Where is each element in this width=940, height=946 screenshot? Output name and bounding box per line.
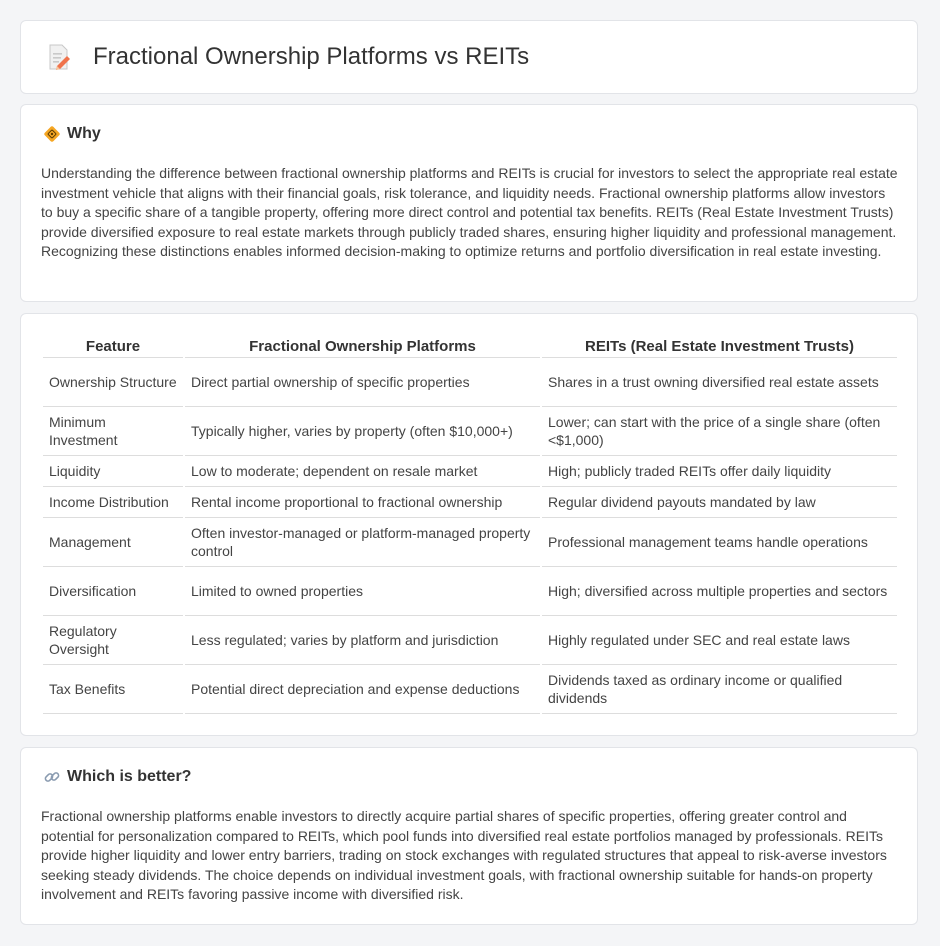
why-text: Understanding the difference between fractional ownership platforms and REITs is crucial for investors to select the appropriate real estate investment vehicle that aligns with their financial goals, risk tolerance, and liquidity needs. Fractional ownership platforms allow investors to buy a specific share of a tangible property, offering more direct control and potential tax benefits. REITs (Real Estate Investment Trusts) provide diversified exposure to real estate markets through publicly traded shares, ensuring higher liquidity and professional management. Recognizing these distinctions enables informed decision-making to optimize returns and portfolio diversification in real estate investing. — [41, 165, 898, 260]
fractional-cell: Often investor-managed or platform-managed property control — [185, 518, 540, 567]
feature-cell: Income Distribution — [43, 487, 183, 518]
header-fractional: Fractional Ownership Platforms — [185, 336, 540, 358]
why-heading-row — [43, 125, 101, 143]
comparison-section — [20, 313, 918, 736]
which-is-better-section — [20, 747, 918, 925]
fractional-cell: Less regulated; varies by platform and jurisdiction — [185, 616, 540, 665]
table-row — [43, 567, 897, 616]
reits-cell: Shares in a trust owning diversified real estate assets — [542, 358, 897, 407]
reits-cell: Dividends taxed as ordinary income or qualified dividends — [542, 665, 897, 714]
document-pencil-icon — [47, 43, 71, 71]
feature-cell: Minimum Investment — [43, 407, 183, 456]
reits-cell: Lower; can start with the price of a single share (often <$1,000) — [542, 407, 897, 456]
feature-cell: Ownership Structure — [43, 358, 183, 407]
title-row — [47, 43, 529, 71]
diamond-sign-icon — [43, 125, 61, 143]
feature-cell: Management — [43, 518, 183, 567]
table-row — [43, 518, 897, 567]
table-row — [43, 456, 897, 487]
reits-cell: High; diversified across multiple properties and sectors — [542, 567, 897, 616]
table-header-row — [43, 336, 897, 358]
feature-cell: Liquidity — [43, 456, 183, 487]
table-row — [43, 616, 897, 665]
reits-cell: Professional management teams handle operations — [542, 518, 897, 567]
reits-cell: Highly regulated under SEC and real estate laws — [542, 616, 897, 665]
page-title: Fractional Ownership Platforms vs REITs — [93, 43, 530, 70]
reits-cell: Regular dividend payouts mandated by law — [542, 487, 897, 518]
table-row — [43, 358, 897, 407]
table-row — [43, 665, 897, 714]
better-text: Fractional ownership platforms enable investors to directly acquire partial shares of specific properties, offering greater control and potential for personalization compared to REITs, which pool funds into diversified real estate portfolios managed by professionals. REITs provide higher liquidity and lower entry barriers, trading on stock exchanges with regulated structures that appeal to risk-averse investors seeking steady dividends. The choice depends on individual investment goals, with fractional ownership suitable for hands-on property involvement and REITs favoring passive income with diversified risk. — [41, 808, 887, 903]
comparison-table — [41, 336, 899, 714]
fractional-cell: Typically higher, varies by property (often $10,000+) — [185, 407, 540, 456]
feature-cell: Regulatory Oversight — [43, 616, 183, 665]
fractional-cell: Direct partial ownership of specific properties — [185, 358, 540, 407]
fractional-cell: Potential direct depreciation and expense deductions — [185, 665, 540, 714]
link-icon — [43, 768, 61, 786]
table-row — [43, 487, 897, 518]
better-heading: Which is better? — [67, 768, 192, 785]
fractional-cell: Low to moderate; dependent on resale market — [185, 456, 540, 487]
header-reits: REITs (Real Estate Investment Trusts) — [542, 336, 897, 358]
why-heading: Why — [67, 125, 101, 142]
table-row — [43, 407, 897, 456]
why-section — [20, 104, 918, 302]
title-card — [20, 20, 918, 94]
fractional-cell: Limited to owned properties — [185, 567, 540, 616]
fractional-cell: Rental income proportional to fractional ownership — [185, 487, 540, 518]
header-feature: Feature — [43, 336, 183, 358]
feature-cell: Diversification — [43, 567, 183, 616]
feature-cell: Tax Benefits — [43, 665, 183, 714]
better-heading-row — [43, 768, 191, 786]
reits-cell: High; publicly traded REITs offer daily liquidity — [542, 456, 897, 487]
